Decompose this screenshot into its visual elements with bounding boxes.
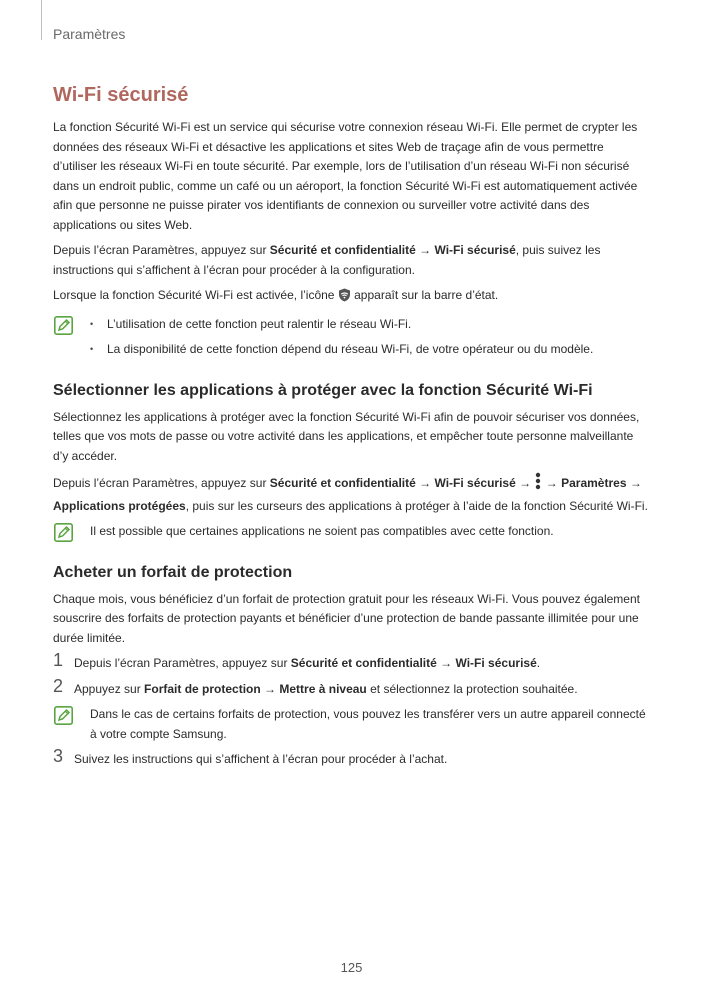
page-number: 125 bbox=[340, 960, 363, 975]
note-block bbox=[53, 705, 651, 744]
note-block bbox=[53, 315, 651, 360]
page-content bbox=[53, 84, 651, 776]
note-item: • L’utilisation de cette fonction peut ralentir le réseau Wi-Fi. bbox=[90, 315, 651, 335]
note-pencil-icon bbox=[54, 316, 73, 340]
note-item: • La disponibilité de cette fonction dépend du réseau Wi-Fi, de votre opérateur ou du modèle. bbox=[90, 340, 651, 360]
intro-paragraph: La fonction Sécurité Wi-Fi est un service qui sécurise votre connexion réseau Wi-Fi. Elle permet de crypter les données des réseaux Wi-Fi et désactive les applications et sites Web de traçage afin de vous permettre d’utiliser les réseaux Wi-Fi en toute sécurité. Par exemple, lors de l’utilisation d’un réseau Wi-Fi non sécurisé dans un endroit public, comme un café ou un aéroport, la fonction Sécurité Wi-Fi est automatiquement activée afin que personne ne puisse pirater vos identifiants de connexion ou surveiller votre activité dans des applications ou sites Web. bbox=[53, 120, 638, 232]
page-title: Wi-Fi sécurisé bbox=[53, 84, 189, 106]
intro-instructions: Depuis l’écran Paramètres, appuyez sur Sécurité et confidentialité → Wi-Fi sécurisé, puis suivez les instructions qui s’affichent à l’écran pour procéder à la configuration. bbox=[53, 243, 601, 277]
header-divider bbox=[41, 0, 42, 40]
header-title: Paramètres bbox=[53, 26, 126, 42]
step-number: 1 bbox=[53, 650, 64, 670]
note-text: Il est possible que certaines applications ne soient pas compatibles avec cette fonction. bbox=[90, 524, 554, 538]
buy-paragraph: Chaque mois, vous bénéficiez d’un forfait de protection gratuit pour les réseaux Wi-Fi. Vous pouvez également souscrire des forfaits de protection payants et bénéficier d’une protection de bande passante illimitée pour une durée limitée. bbox=[53, 591, 640, 645]
status-icon-paragraph: Lorsque la fonction Sécurité Wi-Fi est activée, l’icône apparaît sur la barre d’état. bbox=[53, 286, 651, 309]
step-number: 2 bbox=[53, 675, 64, 696]
apps-paragraph: Sélectionnez les applications à protéger avec la fonction Sécurité Wi-Fi afin de pouvoir sécuriser vos données, telles que vos mots de passe ou votre activité dans les applications, et empêcher toute personne malveillante d’y accéder. bbox=[53, 409, 640, 463]
step-1: 1 Depuis l’écran Paramètres, appuyez sur Sécurité et confidentialité → Wi-Fi sécurisé. bbox=[53, 650, 541, 670]
shield-icon bbox=[338, 288, 351, 309]
note-text: Dans le cas de certains forfaits de protection, vous pouvez les transférer vers un autre appareil connecté à votre compte Samsung. bbox=[90, 707, 646, 741]
note-block bbox=[53, 522, 651, 542]
apps-instructions: Depuis l’écran Paramètres, appuyez sur Sécurité et confidentialité → Wi-Fi sécurisé → → Paramètres → Applications protégées, puis sur les curseurs des applications à protéger à l’aide de la fonction Sécurité Wi-Fi. bbox=[53, 472, 651, 516]
section-title-apps: Sélectionner les applications à protéger avec la fonction Sécurité Wi-Fi bbox=[53, 381, 593, 399]
step-2: 2 Appuyez sur Forfait de protection → Mettre à niveau et sélectionnez la protection souhaitée. bbox=[53, 675, 578, 696]
note-pencil-icon bbox=[54, 523, 73, 547]
note-pencil-icon bbox=[54, 706, 73, 730]
step-3: 3 Suivez les instructions qui s’affichent à l’écran pour procéder à l’achat. bbox=[53, 746, 448, 766]
step-number: 3 bbox=[53, 746, 64, 766]
section-title-buy: Acheter un forfait de protection bbox=[53, 563, 293, 581]
